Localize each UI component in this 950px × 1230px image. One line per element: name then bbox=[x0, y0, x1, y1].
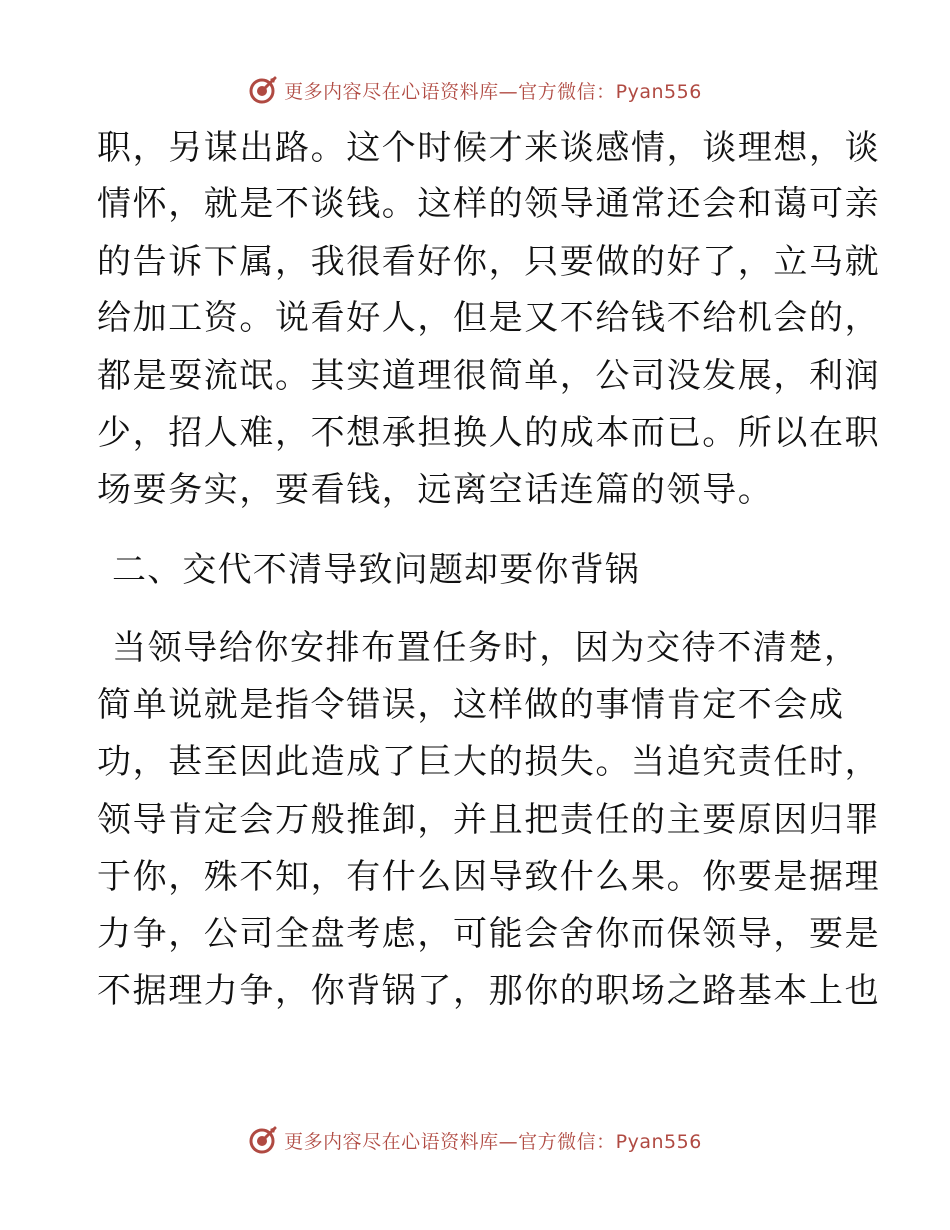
text-line: 的告诉下属，我很看好你，只要做的好了，立马就 bbox=[97, 242, 881, 282]
header-watermark bbox=[0, 72, 950, 108]
text-line: 功，甚至因此造成了巨大的损失。当追究责任时， bbox=[97, 742, 881, 782]
text-line: 少，招人难，不想承担换人的成本而已。所以在职 bbox=[97, 413, 881, 453]
watermark-text: 更多内容尽在心语资料库—官方微信：Pyan556 bbox=[284, 1130, 702, 1153]
text-line: 情怀，就是不谈钱。这样的领导通常还会和蔼可亲 bbox=[97, 184, 881, 224]
section-heading: 二、交代不清导致问题却要你背锅 bbox=[112, 550, 640, 590]
text-line: 当领导给你安排布置任务时，因为交待不清楚， bbox=[112, 628, 860, 668]
watermark-text: 更多内容尽在心语资料库—官方微信：Pyan556 bbox=[284, 80, 702, 103]
text-line: 力争，公司全盘考虑，可能会舍你而保领导，要是 bbox=[97, 914, 881, 954]
text-line: 场要务实，要看钱，远离空话连篇的领导。 bbox=[97, 470, 774, 510]
text-line: 职，另谋出路。这个时候才来谈感情，谈理想，谈 bbox=[97, 128, 881, 168]
text-line: 给加工资。说看好人，但是又不给钱不给机会的， bbox=[97, 298, 881, 338]
text-line: 于你，殊不知，有什么因导致什么果。你要是据理 bbox=[97, 857, 881, 897]
quill-seal-icon bbox=[248, 1125, 278, 1155]
footer-watermark bbox=[0, 1122, 950, 1158]
quill-seal-icon bbox=[248, 75, 278, 105]
text-line: 不据理力争，你背锅了，那你的职场之路基本上也 bbox=[97, 971, 881, 1011]
text-line: 都是耍流氓。其实道理很简单，公司没发展，利润 bbox=[97, 356, 881, 396]
text-line: 简单说就是指令错误，这样做的事情肯定不会成 bbox=[97, 685, 845, 725]
text-line: 领导肯定会万般推卸，并且把责任的主要原因归罪 bbox=[97, 800, 881, 840]
